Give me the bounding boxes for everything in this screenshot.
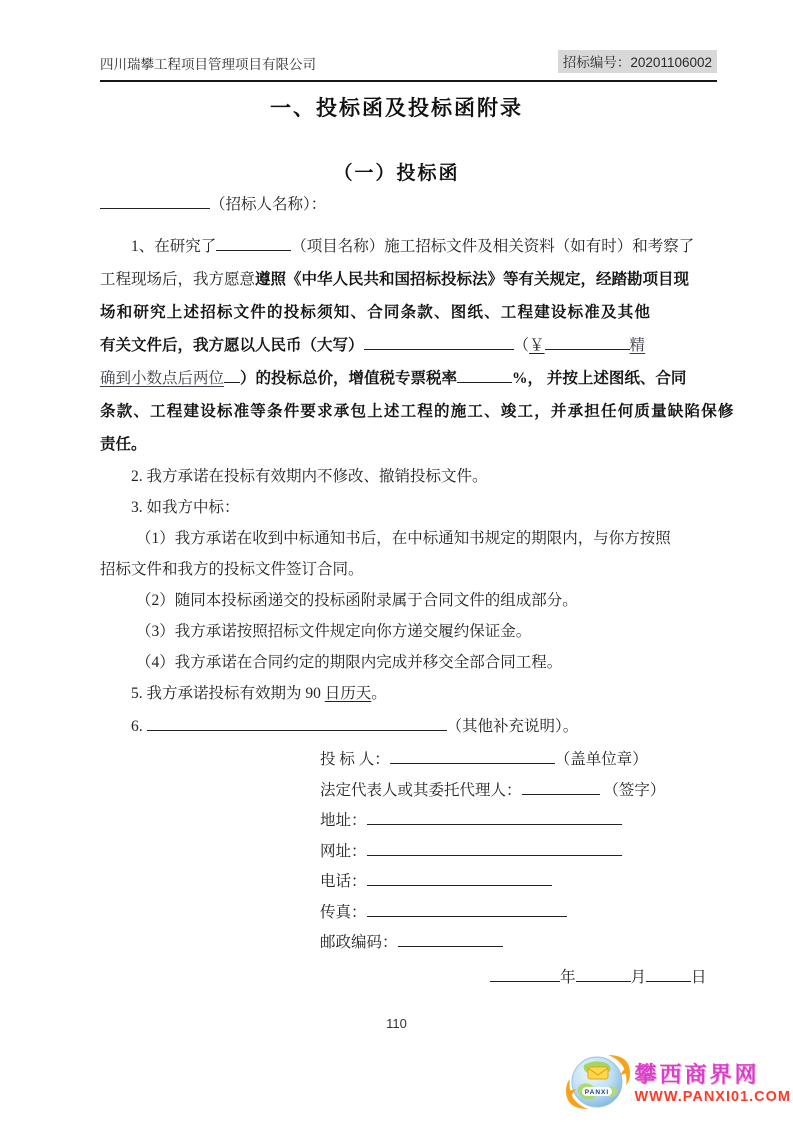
page-number: 110 (386, 1016, 407, 1031)
clause-3-sub3: （3）我方承诺按照招标文件规定向你方递交履约保证金。 (136, 623, 532, 640)
clause-3-sub1-line1: （1）我方承诺在收到中标通知书后，在中标通知书规定的期限内，与你方按照 (136, 530, 671, 547)
section-title: （一）投标函 (333, 163, 460, 184)
phone-line (320, 867, 707, 898)
bidder-blank (390, 749, 555, 764)
p1-l5-close-paren: ） (240, 370, 256, 387)
website-line (320, 837, 707, 868)
fax-label: 传真： (320, 903, 367, 921)
bidder-line (320, 745, 707, 776)
p1-l1-text-b: （项目名称）施工招标文件及相关资料（如有时）和考察了 (291, 238, 695, 255)
c6-suffix: （其他补充说明）。 (446, 718, 579, 735)
bidder-suffix: （盖单位章） (554, 751, 648, 768)
paragraph1-line3: 场和研究上述招标文件的投标须知、合同条款、图纸、工程建设标准及其他 (100, 304, 652, 321)
project-name-blank (216, 236, 291, 251)
title-area (0, 82, 793, 185)
bidder-name-blank (100, 194, 210, 209)
clause-5 (100, 678, 717, 709)
clause-3-sub1-line2: 招标文件和我方的投标文件签订合同。 (100, 561, 364, 578)
globe-logo-icon (566, 1051, 630, 1118)
clause-2: 2. 我方承诺在投标有效期内不修改、撤销投标文件。 (131, 468, 488, 485)
p1-l2-text-a: 工程现场后，我方愿意 (100, 271, 256, 288)
price-in-figures-blank (545, 335, 630, 350)
p1-l4-currency: ￥ (529, 337, 545, 354)
c5-calendar-days: 日历天 (324, 685, 372, 702)
paragraph1-line1 (100, 230, 717, 263)
p1-l5-text-c: 的投标总价，增值税专票税率 (255, 370, 458, 387)
watermark-site-url: WWW.PANXI01.COM (634, 1088, 791, 1105)
paragraph1-line7: 责任。 (100, 436, 147, 453)
c6-number: 6. (131, 718, 147, 735)
year-blank (490, 967, 560, 982)
bid-number-badge (558, 50, 717, 73)
page-header (100, 50, 717, 82)
address-line (320, 806, 707, 837)
day-label: 日 (691, 968, 707, 986)
price-in-words-blank (364, 335, 514, 350)
clause-6 (100, 711, 717, 742)
signature-block (320, 745, 707, 993)
date-line (320, 963, 707, 994)
svg-text:PANXI: PANXI (585, 1089, 610, 1096)
phone-label: 电话： (320, 873, 367, 890)
p1-l4-text-a: 有关文件后，我方愿以人民币（大写） (100, 337, 364, 354)
p1-l1-text-a: 1、在研究了 (131, 238, 217, 255)
postcode-label: 邮政编码： (320, 934, 398, 951)
bid-number-value: 20201106002 (630, 55, 712, 70)
document-title: 一、投标函及投标函附录 (270, 96, 523, 120)
month-blank (576, 967, 631, 982)
supplementary-note-blank (147, 716, 447, 731)
p1-l4-hint-start: 精 (629, 337, 646, 354)
fax-blank (367, 902, 567, 917)
p1-l5-hint-rest: 确到小数点后两位 (100, 370, 225, 387)
website-label: 网址： (320, 842, 367, 860)
address-blank (367, 810, 622, 825)
month-label: 月 (630, 968, 647, 986)
paragraph1-line2 (100, 263, 717, 296)
p1-l2-text-b: 遵照《中华人民共和国招标投标法》等有关规定，经踏勘项目现 (255, 271, 690, 288)
paragraph1-line6: 条款、工程建设标准等条件要求承包上述工程的施工、竣工，并承担任何质量缺陷保修 (100, 403, 735, 420)
bidder-label: 投 标 人： (320, 751, 390, 768)
agent-blank (522, 780, 600, 795)
agent-label: 法定代表人或其委托代理人： (320, 781, 522, 799)
paragraph1-line4 (100, 329, 717, 362)
p1-l4-paren: （ (513, 337, 530, 354)
postcode-line (320, 928, 707, 959)
salutation-line (100, 188, 717, 221)
tax-rate-blank (457, 368, 512, 383)
website-blank (367, 841, 622, 856)
postcode-blank (398, 932, 503, 947)
bid-number-label: 招标编号： (562, 55, 631, 70)
paragraph1-line5 (100, 362, 717, 395)
c5-text-a: 5. 我方承诺投标有效期为 90 (131, 685, 325, 702)
c5-text-c: 。 (371, 685, 387, 702)
agent-line (320, 776, 707, 807)
agent-suffix: （签字） (603, 781, 666, 799)
document-body (100, 188, 735, 742)
clause-3-sub2: （2）随同本投标函递交的投标函附录属于合同文件的组成部分。 (136, 592, 578, 609)
company-name: 四川瑞攀工程项目管理项目有限公司 (100, 57, 316, 72)
watermark-text (634, 1063, 791, 1105)
day-blank (646, 967, 691, 982)
address-label: 地址： (320, 812, 367, 829)
year-label: 年 (560, 968, 576, 986)
fax-line (320, 898, 707, 929)
salutation-label: （招标人名称）： (210, 196, 327, 213)
clause-3-sub4: （4）我方承诺在合同约定的期限内完成并移交全部合同工程。 (136, 654, 563, 671)
phone-blank (367, 871, 552, 886)
panxi-watermark (566, 1051, 791, 1118)
clause-3: 3. 如我方中标： (131, 499, 240, 516)
p1-l5-text-d: %， 并按上述图纸、合同 (512, 370, 687, 387)
watermark-site-name: 攀西商界网 (634, 1062, 760, 1088)
hint-tail-blank (224, 368, 240, 383)
